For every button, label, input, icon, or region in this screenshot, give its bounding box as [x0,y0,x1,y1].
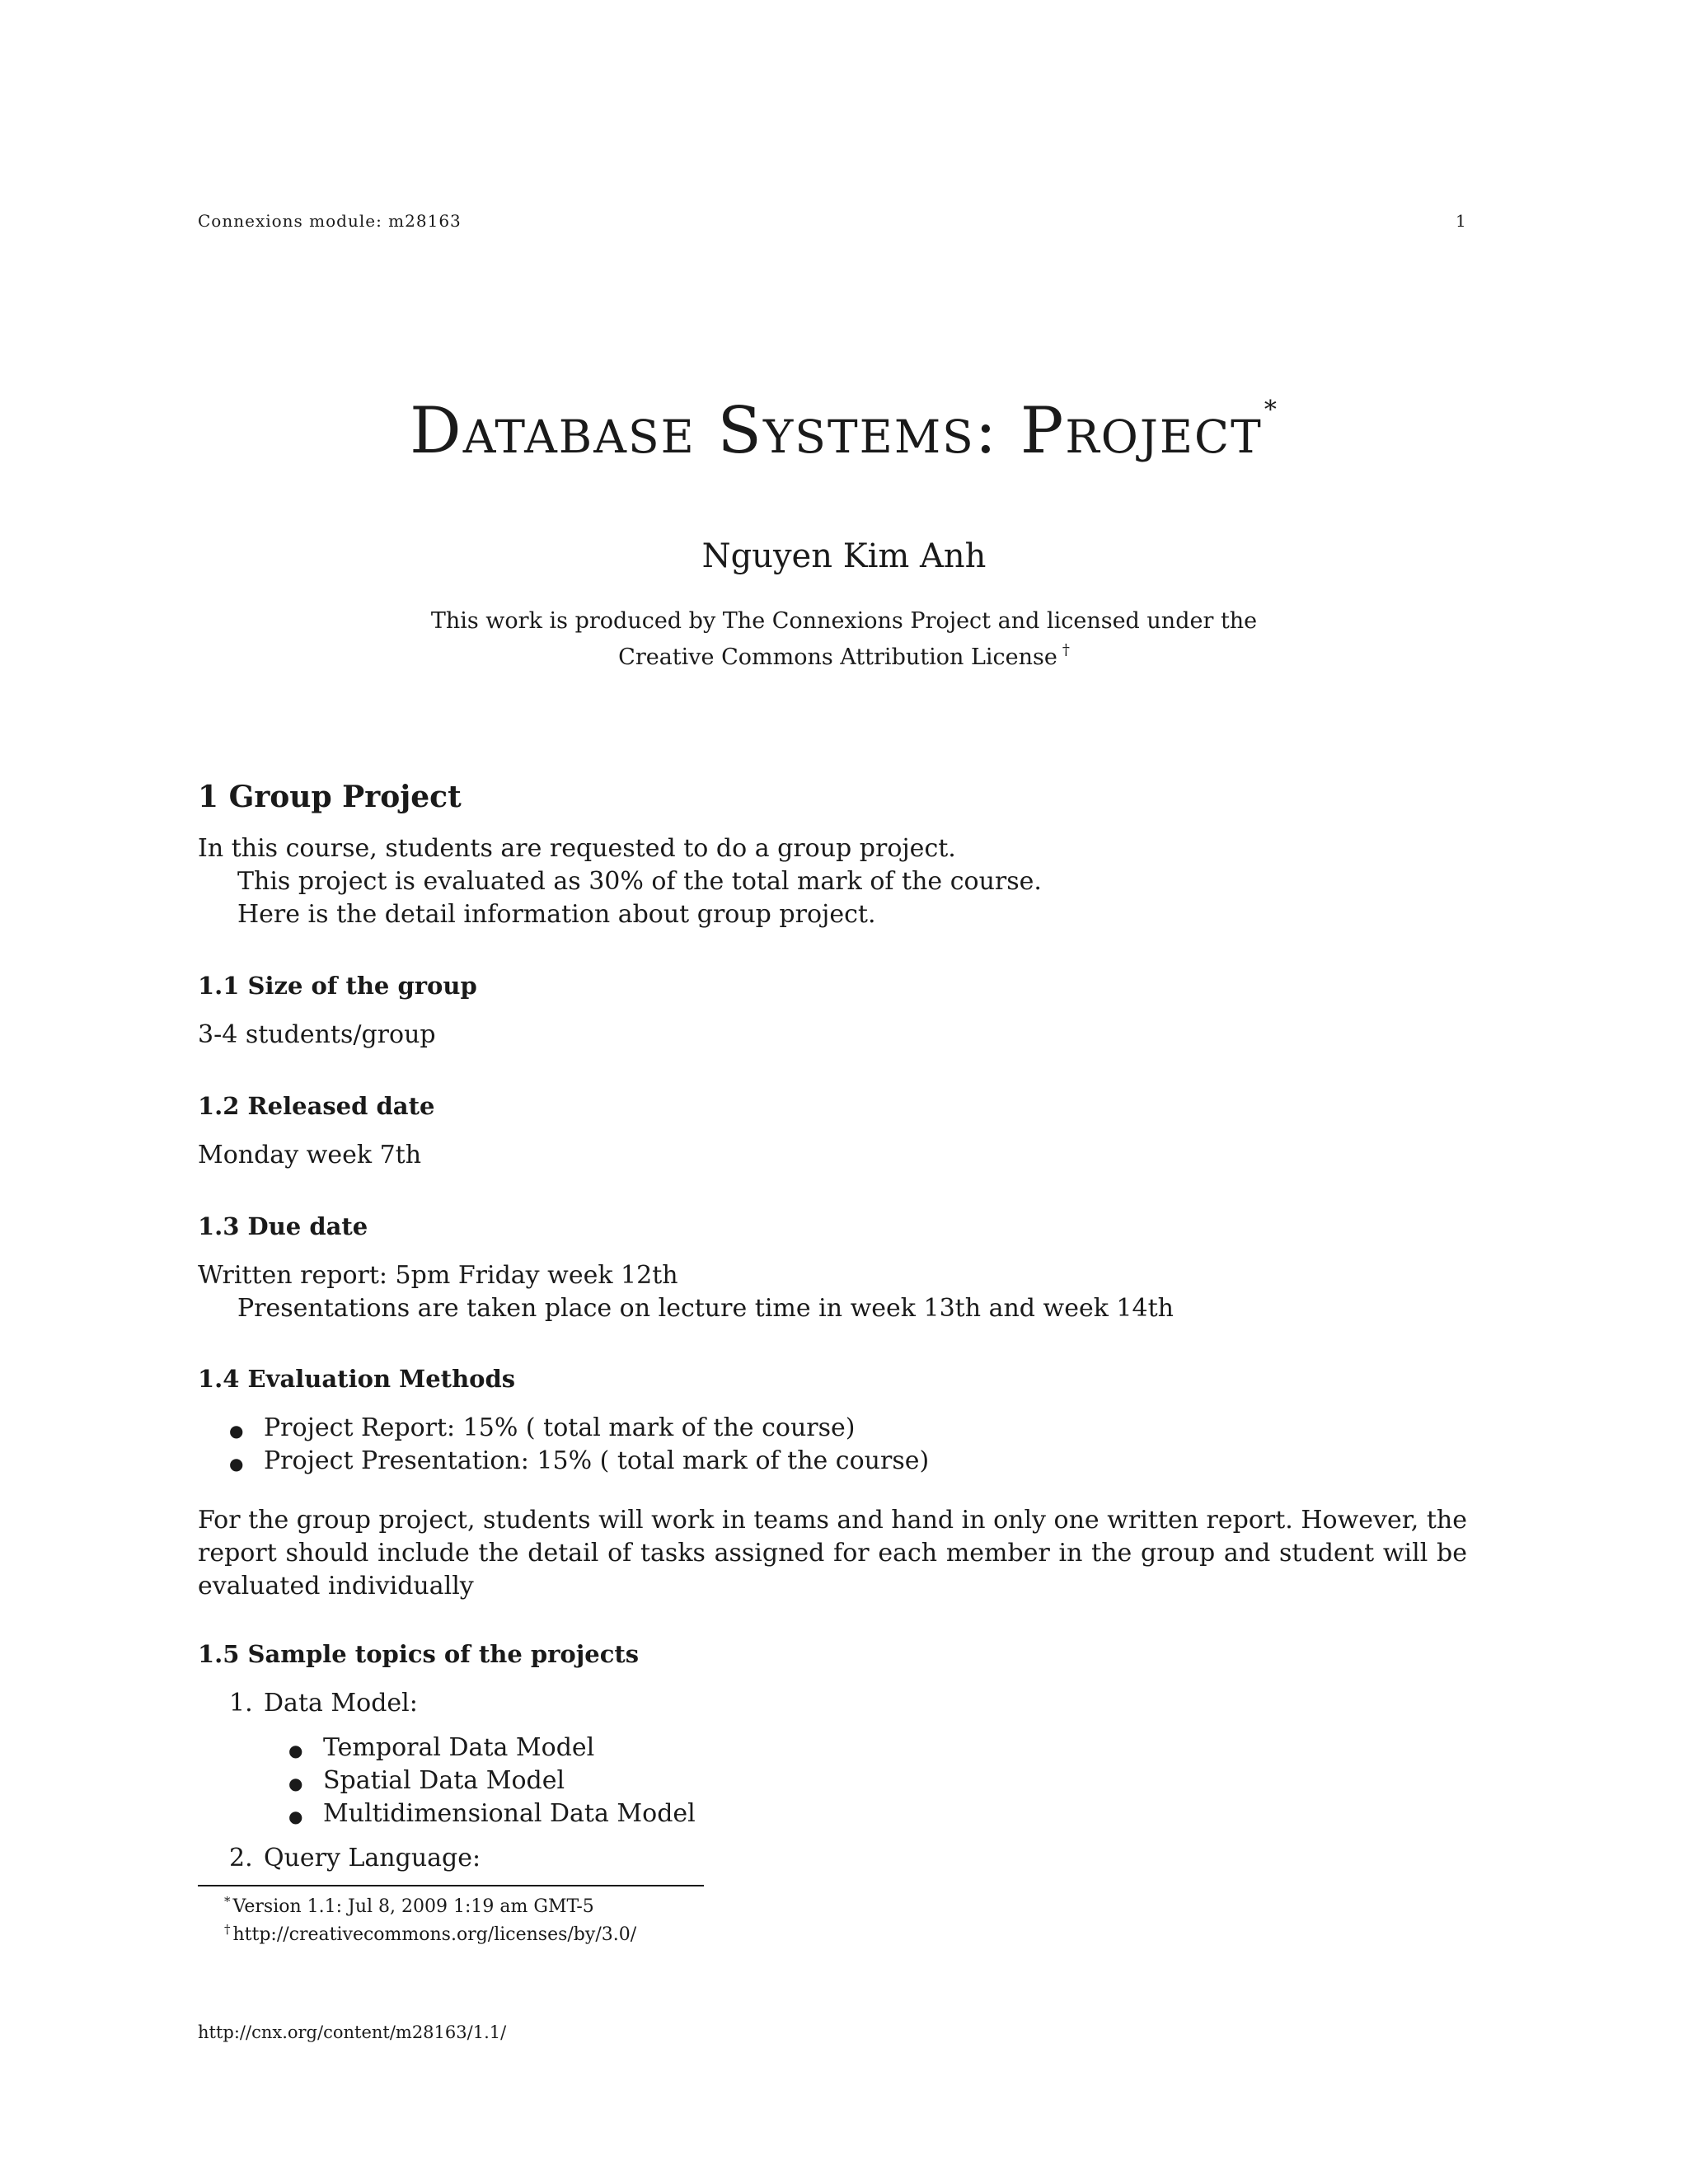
document-title [0,394,1688,468]
author-name: Nguyen Kim Anh [701,537,987,575]
license-line-1: This work is produced by The Connexions Project and licensed under the [430,608,1258,634]
subsection-heading-topics: 1.5 Sample topics of the projects [198,1640,640,1668]
section1-line-3: Here is the detail information about group project. [237,900,876,929]
section1-line-2: This project is evaluated as 30% of the total mark of the course. [237,867,1042,896]
subsection-heading-size: 1.1 Size of the group [198,972,477,1000]
due-date-line-2: Presentations are taken place on lecture time in week 13th and week 14th [237,1294,1174,1323]
evaluation-item-report: Project Report: 15% ( total mark of the course) [264,1413,856,1442]
footnote-mark: * [224,1894,231,1909]
bullet-marker: ● [229,1421,244,1441]
list-number: 1. [229,1689,253,1718]
footnote-url-text: http://creativecommons.org/licenses/by/3.0/ [232,1924,637,1945]
running-header-module: Connexions module: m28163 [198,211,462,231]
license-line-2 [0,641,1688,670]
subtopic-spatial: Spatial Data Model [323,1766,565,1795]
topic-data-model: Data Model: [264,1689,418,1718]
subsection-heading-released: 1.2 Released date [198,1092,435,1120]
title-footnote-mark: * [1264,396,1278,424]
bullet-marker: ● [288,1807,303,1826]
section1-line-1: In this course, students are requested to do a group project. [198,834,956,863]
footnote-divider [198,1885,704,1886]
evaluation-paragraph: For the group project, students will work in teams and hand in only one written report. However, the report should include the detail of tasks assigned for each member in the group and student will be evaluated individually [198,1506,1467,1601]
license-footnote-mark: † [1062,641,1070,658]
footnote-mark: † [224,1922,231,1937]
subsection-heading-due: 1.3 Due date [198,1212,368,1240]
due-date-line-1: Written report: 5pm Friday week 12th [198,1261,678,1290]
title-text: Database Systems: Project [410,394,1263,468]
page-number: 1 [1456,211,1467,231]
section-heading-group-project: 1 Group Project [198,780,462,814]
subtopic-multidimensional: Multidimensional Data Model [323,1799,696,1828]
footnote-version-text: Version 1.1: Jul 8, 2009 1:19 am GMT-5 [232,1896,594,1917]
footnote-license-url [224,1922,636,1945]
subsection-heading-evaluation: 1.4 Evaluation Methods [198,1365,516,1393]
bullet-marker: ● [288,1774,303,1793]
topic-query-language: Query Language: [264,1844,481,1872]
bullet-marker: ● [229,1454,244,1474]
subtopic-temporal: Temporal Data Model [323,1733,595,1762]
list-number: 2. [229,1844,253,1872]
released-date-text: Monday week 7th [198,1141,422,1169]
footer-url: http://cnx.org/content/m28163/1.1/ [198,2022,507,2042]
license-text: Creative Commons Attribution License [618,644,1057,670]
evaluation-item-presentation: Project Presentation: 15% ( total mark of the course) [264,1446,930,1475]
bullet-marker: ● [288,1741,303,1760]
group-size-text: 3-4 students/group [198,1020,436,1049]
footnote-version [224,1894,594,1917]
